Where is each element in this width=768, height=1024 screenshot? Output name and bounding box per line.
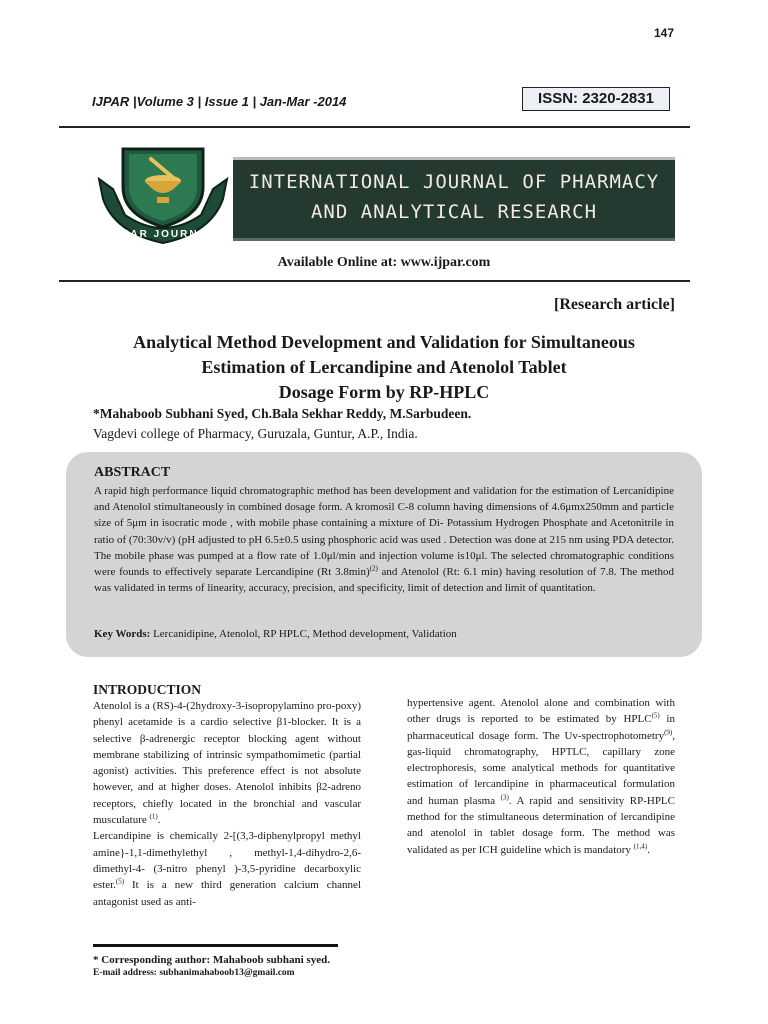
article-type: [Research article] [554, 296, 675, 313]
authors: *Mahaboob Subhani Syed, Ch.Bala Sekhar Reddy, M.Sarbudeen. [93, 406, 472, 421]
title-line-3: Dosage Form by RP-HPLC [278, 382, 490, 402]
footnote-rule [93, 944, 338, 947]
issn-box: ISSN: 2320-2831 [522, 87, 670, 111]
introduction-heading: INTRODUCTION [93, 682, 202, 697]
intro-paragraph-atenolol: Atenolol is a (RS)-4-(2hydroxy-3-isopropylamino pro-poxy) phenyl acetamide is a cardio selective β1-blocker. It is a selective β-adrenergic receptor blocking agent without membrane stabilizing of intrinsic sympathomimetic (partial agonist) activities. This preference effect is not absolute however, and at higher doses. Atenolol inhibits β2-adreno receptors, chiefly located in the bronchial and vascular musculature $^{(1)}$. [93, 700, 361, 827]
abstract-ref-2: (2) [369, 564, 378, 573]
keywords [94, 628, 457, 640]
journal-banner [233, 157, 675, 241]
abstract-text [94, 483, 674, 596]
logo-text: IJPAR JOURNAL [110, 229, 216, 240]
ref-5: (5) [115, 877, 125, 886]
abstract-text-part-2: and Atenolol (Rt: 6.1 min) having resolution of 7.8. The method was validated in terms of linearity, accuracy, precision, and specificity, limit of detection and limit of quantitation. [94, 566, 674, 595]
introduction-left-column [93, 698, 361, 910]
available-online: Available Online at: www.ijpar.com [277, 255, 491, 270]
ref-1-4: (1,4) [633, 842, 648, 851]
ref-9: (9) [664, 727, 673, 736]
affiliation: Vagdevi college of Pharmacy, Guruzala, Guntur, A.P., India. [93, 426, 418, 441]
journal-issue-line: IJPAR |Volume 3 | Issue 1 | Jan-Mar -2014 [92, 94, 347, 109]
author-email: E-mail address: subhanimahaboob13@gmail.com [93, 968, 295, 978]
keywords-label: Key Words: [94, 628, 151, 640]
intro-paragraph-lercandipine: Lercandipine is chemically 2-[(3,3-diphenylpropyl methyl amine}-1,1-dimethylethyl , methyl-1,4-dihydro-2,6-dimethyl-4- (3-nitro phenyl )-3,5-pyridine decarboxylic ester.$^{(5)}$ It is a new third generation calcium channel antagonist used as anti- [93, 830, 361, 908]
header-rule-bottom [59, 280, 690, 282]
title-line-1: Analytical Method Development and Validation for Simultaneous [133, 332, 635, 352]
banner-line-1: INTERNATIONAL JOURNAL OF PHARMACY [248, 171, 660, 193]
banner-line-2: AND ANALYTICAL RESEARCH [310, 201, 598, 223]
keywords-list: Lercanidipine, Atenolol, RP HPLC, Method development, Validation [150, 628, 457, 640]
title-line-2: Estimation of Lercandipine and Atenolol Tablet [201, 357, 567, 377]
abstract-text-part-1: A rapid high performance liquid chromatographic method has been development and validation for the estimation of Lercanidipine and Atenolol stimultaneously in combined dosage form. A kromosil C-8 column having dimensions of 4.6μmx250mm and particle size of 5μm in isocratic mode , with mobile phase containing a mixture of Di- Potassium Hydrogen Phosphate and Acetonitrile in ratio of (70:30v/v) (pH adjusted to pH 6.5±0.5 using phosphoric acid was used . Detection was done at 215 nm using PDA detector. The mobile phase was pumped at a flow rate of 1.0μl/min and injection volume is10μl. The selected chromatographic conditions were founds to effectively separate Lercandipine (Rt 3.8min) [94, 485, 674, 579]
abstract-heading: ABSTRACT [94, 465, 171, 480]
corresponding-author: * Corresponding author: Mahaboob subhani syed. [93, 954, 330, 966]
ref-5b: (5) [651, 711, 660, 720]
header-rule-top [59, 126, 690, 128]
page-number: 147 [654, 26, 675, 40]
ref-3: (3) [500, 793, 509, 802]
article-title [80, 330, 688, 405]
ijpar-logo [95, 141, 231, 245]
introduction-right-column: hypertensive agent. Atenolol alone and combination with other drugs is reported to be estimated by HPLC$^{(5)}$ in pharmaceutical dosage form. The Uv-spectrophotometry$^{(9)}$, gas-liquid chromatography, HPTLC, capillary zone electrophoresis, some analytical methods for quantitative estimation of lercandipine in pharmaceutical formulation and human plasma $^{(3)}$. A rapid and sensitivity RP-HPLC method for the stimultaneous determination of lercandipine and atenolol in tablet dosage form. The method was validated as per ICH guideline which is mandatory $^{(1,4)}$. [407, 697, 675, 856]
ref-1: (1) [149, 812, 158, 821]
